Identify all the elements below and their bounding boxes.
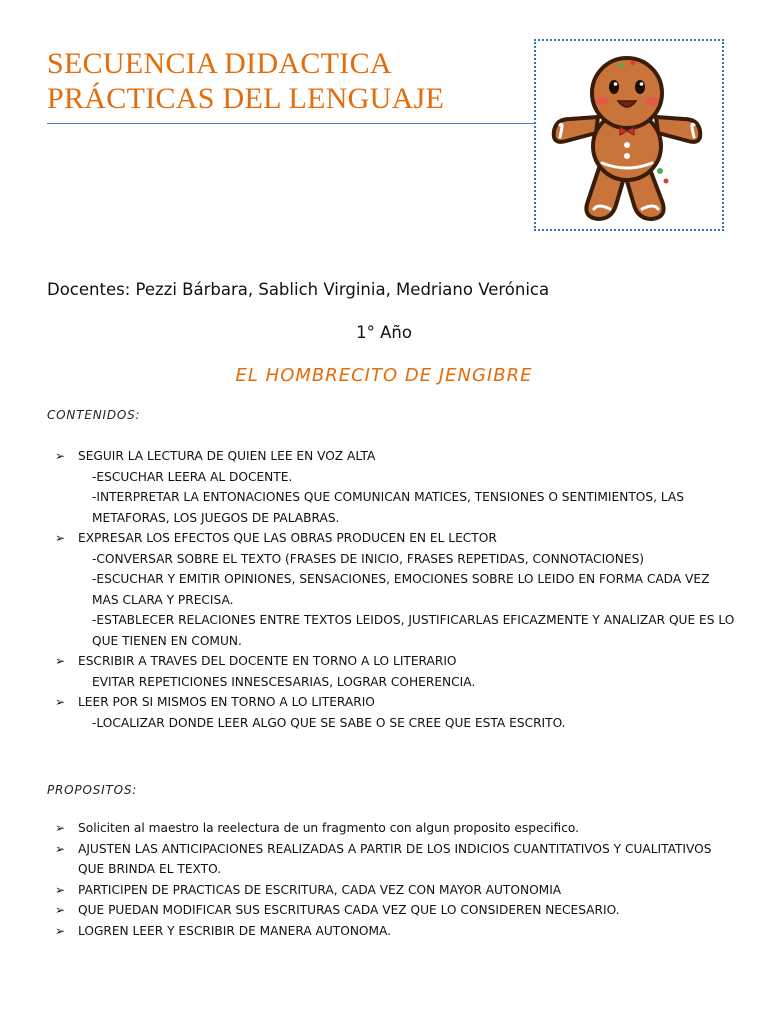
teachers-line: Docentes: Pezzi Bárbara, Sablich Virginia, Medriano Verónica [47, 280, 550, 299]
contenido-heading: LEER POR SI MISMOS EN TORNO A LO LITERARIO [78, 695, 375, 709]
title-line-2: PRÁCTICAS DEL LENGUAJE [47, 82, 445, 115]
proposito-text: Soliciten al maestro la reelectura de un fragmento con algun proposito especifico. [78, 821, 580, 835]
contenido-subitem: EVITAR REPETICIONES INNESCESARIAS, LOGRAR COHERENCIA. [92, 674, 476, 689]
arrow-bullet-icon: ➢ [55, 841, 66, 856]
contenido-subitem: -ESCUCHAR Y EMITIR OPINIONES, SENSACIONES, EMOCIONES SOBRE LO LEIDO EN FORMA CADA VEZ MAS CLARA Y PRECISA. [92, 572, 710, 607]
arrow-bullet-icon: ➢ [55, 695, 66, 709]
image-frame [534, 39, 724, 231]
contenidos-list [55, 446, 738, 733]
arrow-bullet-icon: ➢ [55, 882, 66, 897]
contenido-heading: SEGUIR LA LECTURA DE QUIEN LEE EN VOZ ALTA [78, 449, 376, 463]
proposito-text: PARTICIPEN DE PRACTICAS DE ESCRITURA, CADA VEZ CON MAYOR AUTONOMIA [78, 882, 562, 897]
arrow-bullet-icon: ➢ [55, 923, 66, 938]
arrow-bullet-icon: ➢ [55, 449, 66, 463]
document-title [47, 46, 444, 116]
propositos-list [55, 818, 738, 941]
contenido-heading: ESCRIBIR A TRAVES DEL DOCENTE EN TORNO A LO LITERARIO [78, 654, 457, 668]
proposito-item [55, 921, 738, 942]
title-line-1: SECUENCIA DIDACTICA [47, 47, 392, 80]
arrow-bullet-icon: ➢ [55, 531, 66, 545]
contenido-subitem: -ESTABLECER RELACIONES ENTRE TEXTOS LEIDOS, JUSTIFICARLAS EFICAZMENTE Y ANALIZAR QUE ES LO QUE TIENEN EN COMUN. [92, 613, 735, 648]
proposito-item [55, 839, 738, 880]
proposito-text: QUE PUEDAN MODIFICAR SUS ESCRITURAS CADA VEZ QUE LO CONSIDEREN NECESARIO. [78, 903, 620, 917]
propositos-label: PROPOSITOS: [47, 783, 138, 797]
proposito-item [55, 818, 738, 839]
title-underline [47, 123, 534, 124]
contenido-subitem: -ESCUCHAR LEERA AL DOCENTE. [92, 469, 293, 484]
gingerbread-man-image [536, 41, 722, 229]
proposito-item [55, 880, 738, 901]
arrow-bullet-icon: ➢ [55, 654, 66, 668]
arrow-bullet-icon: ➢ [55, 821, 66, 835]
proposito-item [55, 900, 738, 921]
proposito-text: LOGREN LEER Y ESCRIBIR DE MANERA AUTONOMA. [78, 923, 392, 938]
story-title: EL HOMBRECITO DE JENGIBRE [235, 365, 533, 386]
contenido-subitem: -LOCALIZAR DONDE LEER ALGO QUE SE SABE O SE CREE QUE ESTA ESCRITO. [92, 715, 566, 730]
contenidos-label: CONTENIDOS: [47, 408, 141, 422]
arrow-bullet-icon: ➢ [55, 903, 66, 917]
contenido-item [55, 528, 738, 651]
school-year: 1° Año [356, 323, 412, 342]
contenido-subitem: -CONVERSAR SOBRE EL TEXTO (FRASES DE INICIO, FRASES REPETIDAS, CONNOTACIONES) [92, 551, 645, 566]
contenido-item [55, 692, 738, 733]
contenido-item [55, 651, 738, 692]
contenido-subitem: -INTERPRETAR LA ENTONACIONES QUE COMUNICAN MATICES, TENSIONES O SENTIMIENTOS, LAS METAFORAS, LOS JUEGOS DE PALABRAS. [92, 490, 684, 525]
contenido-heading: EXPRESAR LOS EFECTOS QUE LAS OBRAS PRODUCEN EN EL LECTOR [78, 531, 497, 545]
contenido-item [55, 446, 738, 528]
proposito-text: AJUSTEN LAS ANTICIPACIONES REALIZADAS A PARTIR DE LOS INDICIOS CUANTITATIVOS Y CUALITATIVOS QUE BRINDA EL TEXTO. [78, 841, 712, 876]
